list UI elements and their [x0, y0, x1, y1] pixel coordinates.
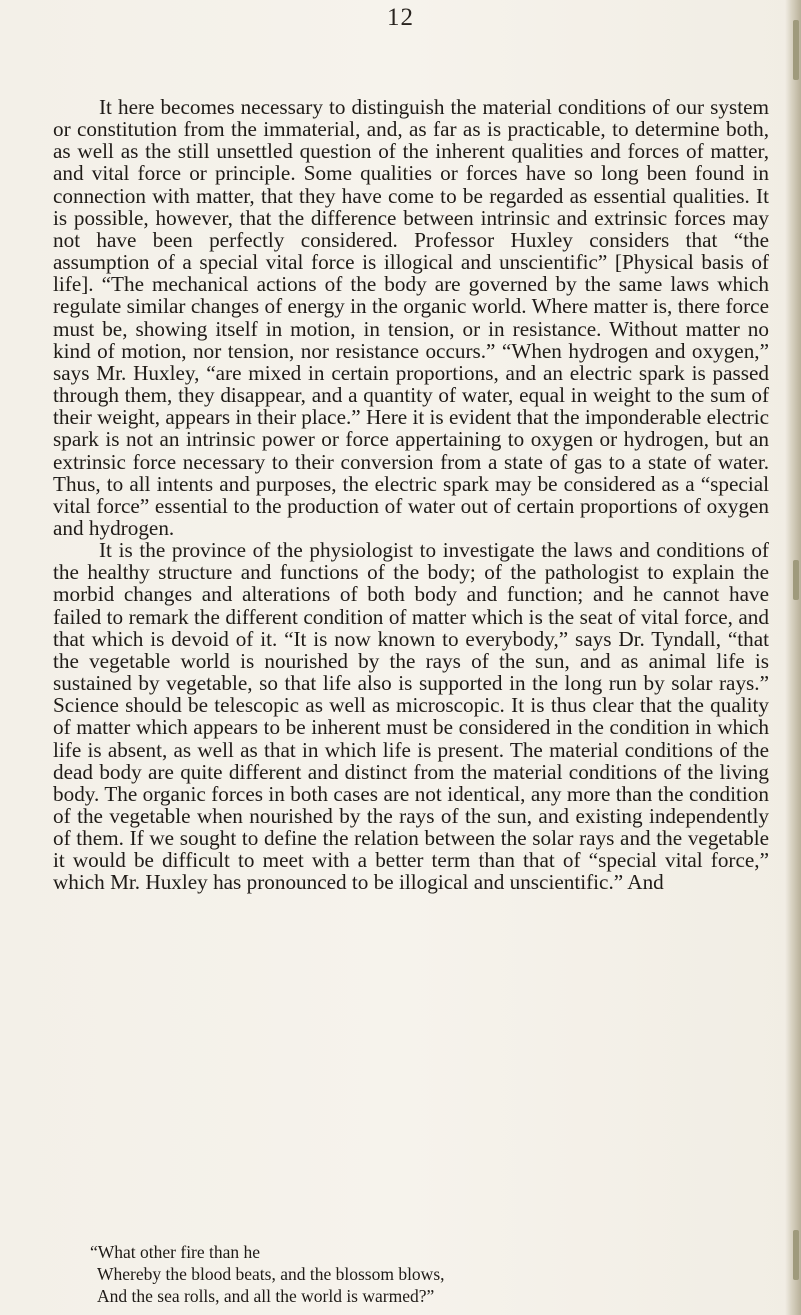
- paragraph: It is the province of the physiologist to investigate the laws and conditions of the healthy structure and functions of the body; of the pathologist to explain the morbid changes and alterations of both body and function; and he cannot have failed to remark the different condition of matter which is the seat of vital force, and that which is devoid of it. “It is now known to everybody,” says Dr. Tyndall, “that the vegetable world is nourished by the rays of the sun, and as animal life is sustained by vegetable, so that life also is supported in the long run by solar rays.” Science should be telescopic as well as microscopic. It is thus clear that the quality of matter which appears to be inherent must be considered in the condition in which life is absent, as well as that in which life is present. The material conditions of the dead body are quite different and distinct from the material conditions of the living body. The organic forces in both cases are not identical, any more than the condition of the vegetable when nourished by the rays of the sun, and existing independently of them. If we sought to define the relation between the solar rays and the vegetable it would be difficult to meet with a better term than that of “special vital force,” which Mr. Huxley has pronounced to be illogical and unscientific.” And: [53, 538, 769, 895]
- verse-quotation: [90, 1241, 770, 1307]
- page-edge-mark: [793, 1230, 799, 1280]
- body-text: [53, 96, 769, 894]
- page-edge-mark: [793, 560, 799, 600]
- verse-line: Whereby the blood beats, and the blossom blows,: [97, 1264, 445, 1284]
- page-edge-shadow: [785, 0, 801, 1315]
- verse-line: “What other fire than he: [90, 1242, 261, 1262]
- paragraph: It here becomes necessary to distinguish the material conditions of our system or constitution from the immaterial, and, as far as is practicable, to determine both, as well as the still unsettled question of the inherent qualities and forces of matter, and vital force or principle. Some qualities or forces have so long been found in connection with matter, that they have come to be regarded as essential qualities. It is possible, however, that the difference between intrinsic and extrinsic forces may not have been perfectly considered. Professor Huxley considers that “the assumption of a special vital force is illogical and unscientific” [Physical basis of life]. “The mechanical actions of the body are governed by the same laws which regulate similar changes of energy in the organic world. Where matter is, there force must be, showing itself in motion, in tension, or in resistance. Without matter no kind of motion, nor tension, nor resistance occurs.” “When hydrogen and oxygen,” says Mr. Huxley, “are mixed in certain proportions, and an electric spark is passed through them, they disappear, and a quantity of water, equal in weight to the sum of their weight, appears in their place.” Here it is evident that the imponderable electric spark is not an intrinsic power or force appertaining to oxygen or hydrogen, but an extrinsic force necessary to their conversion from a state of gas to a state of water. Thus, to all intents and purposes, the electric spark may be considered as a “special vital force” essential to the production of water out of certain proportions of oxygen and hydrogen.: [53, 95, 769, 540]
- page-number: 12: [387, 4, 414, 31]
- verse-line: And the sea rolls, and all the world is warmed?”: [97, 1286, 435, 1306]
